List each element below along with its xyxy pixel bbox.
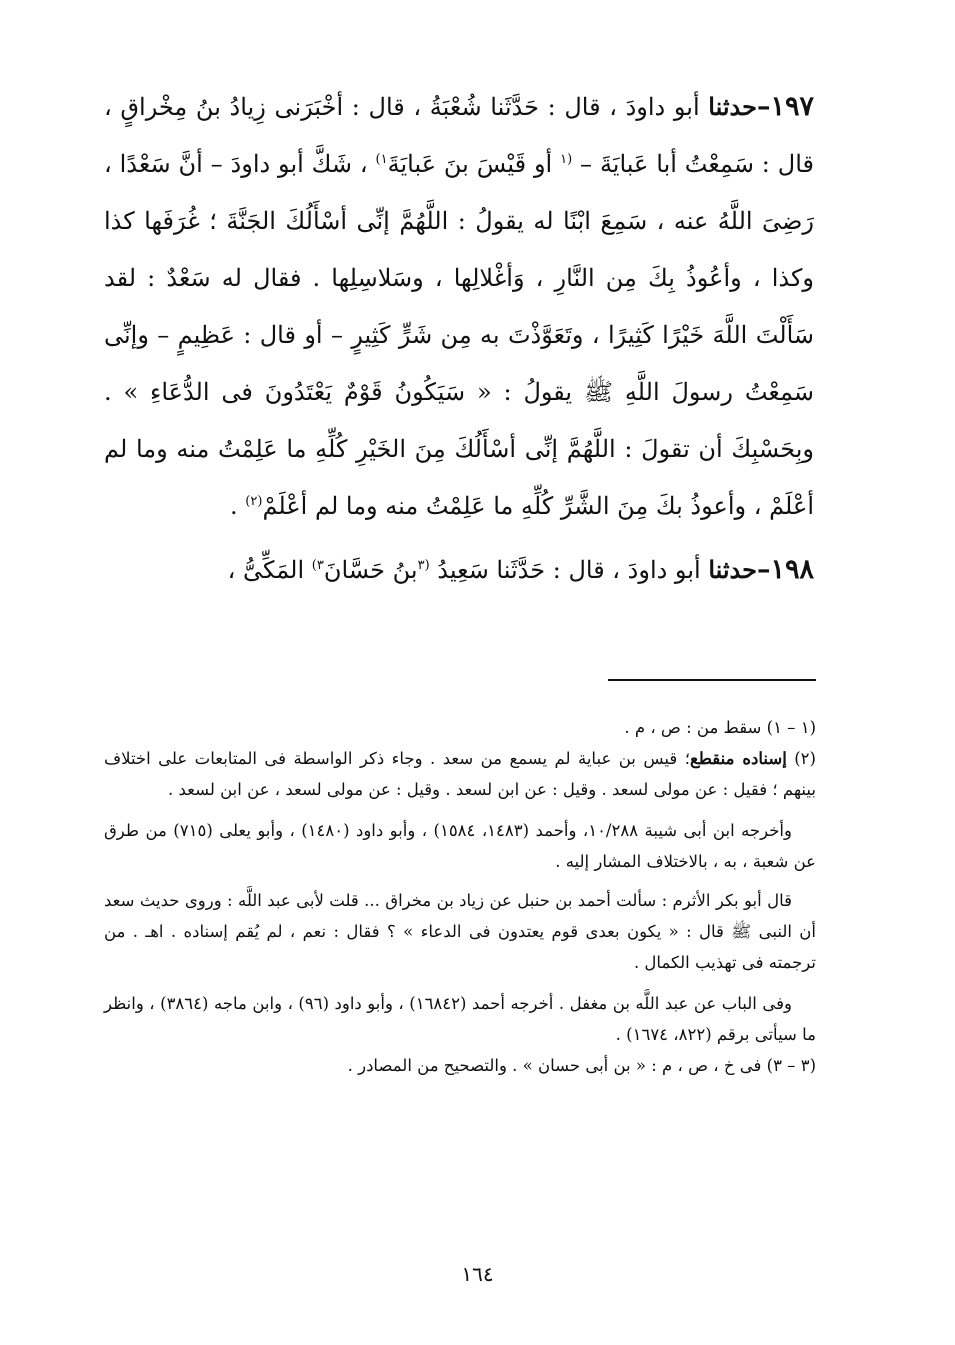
footnote-2-number: (٢) [786, 749, 816, 768]
hadith-lead-word: حدثنا [708, 555, 757, 584]
footnote-marker: ٣) [311, 558, 324, 573]
hadith-text: أبو داودَ ، قال : حَدَّثَنا سَعِيدُ [429, 556, 701, 584]
main-text [104, 78, 814, 599]
hadith-197 [104, 78, 814, 535]
footnote-1: (١ – ١) سقط من : ص ، م . [624, 718, 816, 737]
hadith-text: . [230, 492, 246, 520]
footnotes [104, 712, 816, 1081]
footnote-2-takhrij: وأخرجه ابن أبى شيبة ١٠/٢٨٨، وأحمد (١٤٨٣، ١٥٨٤) ، وأبو داود (١٤٨٠) ، وأبو يعلى (٧١٥) من طرق عن شعبة ، به ، بالاختلاف المشار إليه . [104, 821, 816, 871]
footnote-2-verdict: إسناده منقطع [689, 749, 787, 768]
footnote-separator [608, 679, 816, 681]
footnote-2-athram: قال أبو بكر الأثرم : سألت أحمد بن حنبل عن زياد بن مخراق ... قلت لأبى عبد اللَّه : وروى حديث سعد أن النبى ﷺ قال : « يكون بعدى قوم يعتدون فى الدعاء » ؟ فقال : نعم ، لم يُقم إسناده . اهـ . من ترجمته فى تهذيب الكمال . [104, 891, 816, 972]
footnote-marker: (١ [560, 152, 573, 167]
hadith-text: المَكِّىُّ ، [227, 556, 312, 584]
footnote-marker: (٣ [417, 558, 430, 573]
hadith-number: ١٩٨– [756, 554, 814, 585]
footnote-marker: (٢) [245, 494, 263, 509]
hadith-number: ١٩٧– [756, 91, 814, 122]
hadith-text: بنُ حَسَّانَ [323, 556, 418, 584]
footnote-marker: ١) [375, 152, 388, 167]
page-number: ١٦٤ [461, 1262, 494, 1286]
footnote-2-text: ؛ قيس بن عباية لم يسمع من سعد . وجاء ذكر الواسطة فى المتابعات على اختلاف بينهم ؛ فقيل : عن مولى لسعد . وقيل : عن ابن لسعد . وقيل : عن مولى لسعد ، عن ابن لسعد . [104, 749, 816, 799]
footnote-3: (٣ – ٣) فى خ ، ص ، م : « بن أبى حسان » . والتصحيح من المصادر . [347, 1056, 816, 1075]
hadith-lead-word: حدثنا [708, 92, 757, 121]
hadith-198 [104, 541, 814, 599]
footnote-2 [104, 743, 816, 805]
hadith-text: ، شَكَّ أبو داودَ – أنَّ سَعْدًا ، رَضِىَ اللَّهُ عنه ، سَمِعَ ابْنًا له يقولُ : اللَّهُمَّ إنِّى أسْأَلُكَ الجَنَّةَ ؛ غُرَفَها كذا وكذا ، وأعُوذُ بِكَ مِن النَّارِ ، وَأغْلالِها ، وسَلاسِلِها . فقال له سَعْدٌ : لقد سَأَلْتَ اللَّهَ خَيْرًا كَثِيرًا ، وتَعَوَّذْتَ به مِن شَرٍّ كَثِيرٍ – أو قال : عَظِيمٍ – وإنِّى سَمِعْتُ رسولَ اللَّهِ ﷺ يقولُ : « سَيَكُونُ قَوْمٌ يَعْتَدُونَ فى الدُّعَاءِ » . وبِحَسْبِكَ أن تقولَ : اللَّهُمَّ إنِّى أسْأَلُكَ مِنَ الخَيْرِ كُلِّهِ ما عَلِمْتُ منه وما لم أعْلَمْ ، وأعوذُ بكَ مِنَ الشَّرِّ كُلِّهِ ما عَلِمْتُ منه وما لم أعْلَمْ [104, 150, 815, 520]
hadith-text: أبو داودَ ، قال : حَدَّثَنا شُعْبَةُ ، قال : أخْبَرَنى زِيادُ بنُ مِخْراقٍ ، قال : سَمِعْتُ أبا عَبايَةَ – [104, 93, 815, 178]
hadith-text: أو قَيْسَ بنَ عَبايَةَ [387, 150, 561, 178]
footnote-2-bab: وفى الباب عن عبد اللَّه بن مغفل . أخرجه أحمد (١٦٨٤٢) ، وأبو داود (٩٦) ، وابن ماجه (٣٨٦٤) ، وانظر ما سيأتى برقم (٨٢٢، ١٦٧٤) . [104, 994, 816, 1044]
